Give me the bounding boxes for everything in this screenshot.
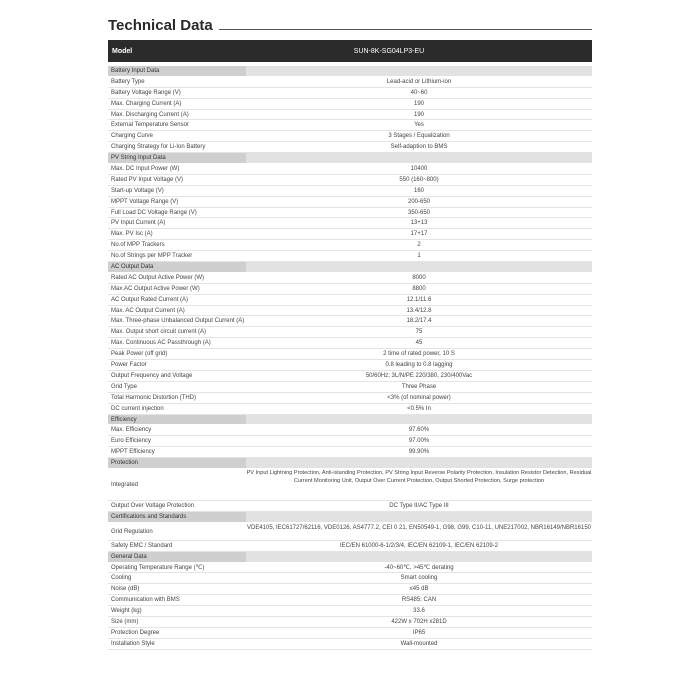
spec-value: 18.2/17.4 xyxy=(406,318,432,325)
spec-label: DC current injection xyxy=(111,405,164,412)
spec-value: 200-650 xyxy=(407,198,431,205)
spec-value: 97.00% xyxy=(408,438,430,445)
spec-value: PV Input Lightning Protection, Anti-islanding Protection, PV String Input Reverse Polarity Protection, Insulation Resistor Detection, Residual Current Monitoring Unit, Output Over Current Protection, Output Shorted Protection, Surge protection xyxy=(246,469,592,484)
section-header-row xyxy=(108,66,592,77)
spec-value: 550 (160~800) xyxy=(399,176,439,183)
spec-value: Yes xyxy=(414,122,424,129)
spec-label: Euro Efficiency xyxy=(111,438,151,445)
spec-label: Noise (dB) xyxy=(111,586,140,593)
spec-label: Total Harmonic Distortion (THD) xyxy=(111,394,197,401)
spec-label: External Temperature Sensor xyxy=(111,122,189,129)
spec-row xyxy=(108,573,592,584)
spec-value: 12.1/11.6 xyxy=(406,296,432,303)
spec-label: Max.AC Output Active Power (W) xyxy=(111,285,200,292)
spec-label: Cooling xyxy=(111,575,132,582)
spec-value: 8800 xyxy=(412,285,426,292)
spec-label: Integrated xyxy=(111,481,139,488)
spec-value: 10400 xyxy=(410,166,428,173)
spec-label: Max. AC Output Current (A) xyxy=(111,307,185,314)
spec-row xyxy=(108,131,592,142)
model-value: SUN-8K-SG04LP3-EU xyxy=(353,47,425,55)
spec-row xyxy=(108,639,592,650)
spec-value: 2 time of rated power, 10 S xyxy=(383,351,455,358)
section-header-row xyxy=(108,153,592,164)
spec-value: 50/60Hz; 3L/N/PE 220/380, 230/400Vac xyxy=(365,372,473,379)
spec-value: 33.6 xyxy=(413,608,425,615)
spec-label: AC Output Rated Current (A) xyxy=(111,296,189,303)
section-header-row xyxy=(108,458,592,469)
spec-value: IEC/EN 61000-6-1/2/3/4, IEC/EN 62109-1, IEC/EN 62109-2 xyxy=(339,542,499,549)
spec-label: Battery Type xyxy=(111,78,145,85)
spec-label: Power Factor xyxy=(111,362,147,369)
spec-row xyxy=(108,563,592,574)
spec-label: Operating Temperature Range (℃) xyxy=(111,564,205,571)
spec-row xyxy=(108,273,592,284)
section-title: General Data xyxy=(108,552,246,562)
section-title: Battery Input Data xyxy=(108,66,246,76)
spec-row xyxy=(108,371,592,382)
spec-row xyxy=(108,327,592,338)
spec-label: Max. Output short circuit current (A) xyxy=(111,329,207,336)
spec-label: MPPT Voltage Range (V) xyxy=(111,198,179,205)
spec-row xyxy=(108,175,592,186)
spec-value: 160 xyxy=(413,187,424,194)
spec-value: 190 xyxy=(413,111,424,118)
spec-label: Weight (kg) xyxy=(111,608,142,615)
spec-row xyxy=(108,316,592,327)
section-title: Efficiency xyxy=(108,415,246,425)
spec-label: Output Frequency and Voltage xyxy=(111,372,193,379)
spec-row xyxy=(108,164,592,175)
spec-label: Battery Voltage Range (V) xyxy=(111,89,181,96)
model-header-row xyxy=(108,40,592,62)
spec-row xyxy=(108,595,592,606)
spec-row xyxy=(108,382,592,393)
spec-value: 99.90% xyxy=(408,449,430,456)
spec-label: Max. Discharging Current (A) xyxy=(111,111,189,118)
spec-value: Smart cooling xyxy=(400,575,438,582)
spec-label: Full Load DC Voltage Range (V) xyxy=(111,209,197,216)
model-label: Model xyxy=(112,47,133,55)
spec-label: Communication with BMS xyxy=(111,597,180,604)
spec-label: Max. PV Isc (A) xyxy=(111,231,153,238)
spec-label: Start-up Voltage (V) xyxy=(111,187,164,194)
spec-value: Three Phase xyxy=(401,383,437,390)
spec-value: Self-adaption to BMS xyxy=(390,144,448,151)
spec-row xyxy=(108,88,592,99)
section-title: AC Output Data xyxy=(108,262,246,272)
spec-value: 75 xyxy=(415,329,423,336)
spec-label: No.of Strings per MPP Tracker xyxy=(111,253,193,260)
spec-value: 422W x 702H x281D xyxy=(391,618,447,625)
spec-row xyxy=(108,436,592,447)
section-header-row xyxy=(108,552,592,563)
spec-row xyxy=(108,349,592,360)
spec-label: Max. Charging Current (A) xyxy=(111,100,182,107)
spec-row xyxy=(108,404,592,415)
section-title: Certifications and Standards xyxy=(108,512,246,522)
spec-value: <3% (of nominal power) xyxy=(387,394,451,401)
spec-label: PV Input Current (A) xyxy=(111,220,166,227)
spec-row xyxy=(108,208,592,219)
spec-label: Output Over Voltage Protection xyxy=(111,502,195,509)
spec-label: Rated PV Input Voltage (V) xyxy=(111,176,184,183)
spec-row xyxy=(108,501,592,512)
spec-row xyxy=(108,251,592,262)
section-header-row xyxy=(108,415,592,426)
section-value-cell xyxy=(246,512,592,522)
spec-row xyxy=(108,186,592,197)
spec-label: Charging Strategy for Li-Ion Battery xyxy=(111,144,206,151)
spec-row xyxy=(108,142,592,153)
section-value-cell xyxy=(246,552,592,562)
spec-row xyxy=(108,360,592,371)
spec-row xyxy=(108,584,592,595)
spec-label: Rated AC Output Active Power (W) xyxy=(111,274,205,281)
spec-label: Max. DC Input Power (W) xyxy=(111,166,180,173)
spec-value: Wall-mounted xyxy=(400,640,438,647)
spec-value: 97.60% xyxy=(408,427,430,434)
spec-label: Peak Power (off grid) xyxy=(111,351,168,358)
section-header-row xyxy=(108,512,592,523)
spec-row xyxy=(108,295,592,306)
spec-row xyxy=(108,218,592,229)
spec-row xyxy=(108,393,592,404)
spec-value: 17+17 xyxy=(410,231,428,238)
spec-row xyxy=(108,240,592,251)
spec-value: 0.8 leading to 0.8 lagging xyxy=(385,362,453,369)
spec-label: Max. Continuous AC Passthrough (A) xyxy=(111,340,211,347)
spec-value: VDE4105, IEC61727/62116, VDE0126, AS4777.2, CEI 0 21, EN50549-1, G98, G99, C10-11, UNE217002, NBR16149/NBR16150 xyxy=(246,524,591,531)
section-value-cell xyxy=(246,153,592,163)
spec-value: <0.5% In xyxy=(407,405,431,412)
title-divider xyxy=(219,29,592,30)
section-header-row xyxy=(108,262,592,273)
spec-value: RS485; CAN xyxy=(401,597,437,604)
spec-value: Lead-acid or Lithium-ion xyxy=(386,78,452,85)
spec-value: IP65 xyxy=(412,629,426,636)
spec-row xyxy=(108,425,592,436)
section-value-cell xyxy=(246,262,592,272)
spec-rows xyxy=(108,66,592,650)
spec-label: Charging Curve xyxy=(111,133,154,140)
spec-row xyxy=(108,628,592,639)
spec-value: 1 xyxy=(417,253,421,260)
spec-row xyxy=(108,447,592,458)
spec-label: Max. Efficiency xyxy=(111,427,152,434)
spec-value: 13+13 xyxy=(410,220,428,227)
spec-label: MPPT Efficiency xyxy=(111,449,155,456)
spec-row xyxy=(108,338,592,349)
spec-label: Grid Type xyxy=(111,383,137,390)
spec-row xyxy=(108,606,592,617)
section-value-cell xyxy=(246,66,592,76)
spec-value: -40~60℃, >45℃ derating xyxy=(384,564,454,571)
spec-row xyxy=(108,197,592,208)
spec-label: Size (mm) xyxy=(111,618,139,625)
spec-value: 45 xyxy=(415,340,423,347)
spec-value: 190 xyxy=(413,100,424,107)
spec-value: 3 Stages / Equalization xyxy=(388,133,450,140)
spec-label: Installation Style xyxy=(111,640,155,647)
spec-label: Max. Three-phase Unbalanced Output Current (A) xyxy=(111,318,245,325)
spec-row xyxy=(108,229,592,240)
section-value-cell xyxy=(246,415,592,425)
spec-row xyxy=(108,306,592,317)
spec-label: Grid Regulation xyxy=(111,528,153,535)
spec-value: DC Type II/AC Type III xyxy=(389,502,449,509)
spec-value: 40~60 xyxy=(410,89,428,96)
spec-value: ≤45 dB xyxy=(409,586,429,593)
spec-value: 8000 xyxy=(412,274,426,281)
title-row xyxy=(108,12,592,34)
spec-row xyxy=(108,120,592,131)
spec-row xyxy=(108,617,592,628)
section-title: Protection xyxy=(108,458,246,468)
section-value-cell xyxy=(246,458,592,468)
spec-row xyxy=(108,110,592,121)
spec-label: Protection Degree xyxy=(111,629,160,636)
spec-row xyxy=(108,541,592,552)
spec-row xyxy=(108,77,592,88)
section-title: PV String Input Data xyxy=(108,153,246,163)
spec-value: 2 xyxy=(417,242,421,249)
spec-row xyxy=(108,469,592,501)
page-title: Technical Data xyxy=(108,17,213,34)
spec-row xyxy=(108,284,592,295)
spec-table xyxy=(108,40,592,650)
spec-label: No.of MPP Trackers xyxy=(111,242,165,249)
spec-label: Safety EMC / Standard xyxy=(111,542,173,549)
spec-value: 350-650 xyxy=(407,209,431,216)
spec-row xyxy=(108,523,592,541)
spec-value: 13.4/12.8 xyxy=(406,307,432,314)
spec-row xyxy=(108,99,592,110)
